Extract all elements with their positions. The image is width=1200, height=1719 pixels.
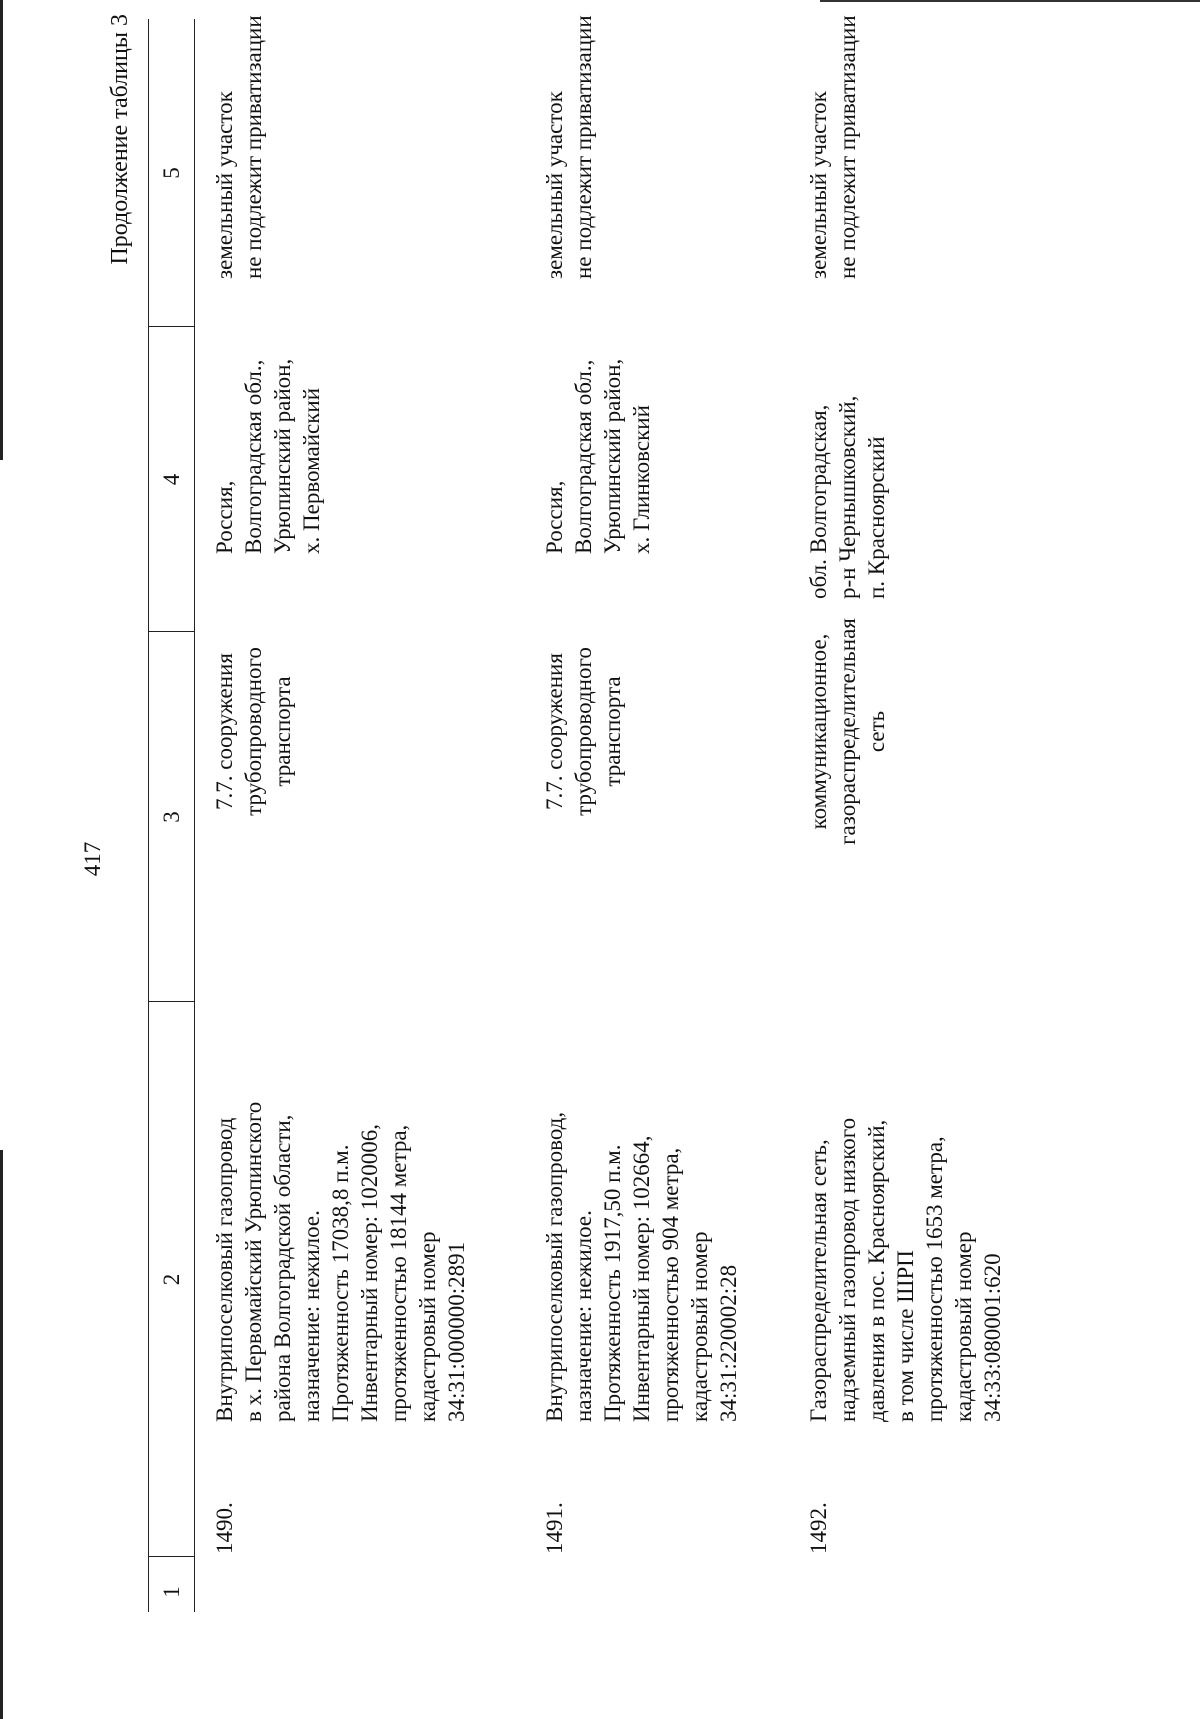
row-number: 1491. [542, 1502, 567, 1554]
header-col-4: 4 [159, 473, 184, 486]
row-address [540, 334, 656, 554]
header-col-3: 3 [159, 811, 184, 823]
description-line: протяженностью 1653 метра, [922, 1136, 947, 1422]
address-line: Россия, [542, 480, 567, 554]
address-line: Волгоградская обл., [571, 359, 596, 554]
row-note [804, 0, 862, 279]
header-col-2: 2 [159, 1273, 184, 1286]
note-line: земельный участок [212, 91, 237, 279]
row-note [210, 0, 268, 279]
page-number: 417 [80, 841, 105, 877]
description-line: кадастровый номер [687, 1231, 712, 1422]
description-line: Инвентарный номер: 102664, [629, 1135, 654, 1422]
row-address [210, 334, 326, 554]
description-line: протяженностью 904 метра, [658, 1147, 683, 1422]
description-line: Газораспределительная сеть, [806, 1139, 831, 1422]
row-type [210, 624, 297, 839]
row-description [540, 1087, 743, 1422]
row-description [210, 1087, 471, 1422]
address-line: п. Красноярский [864, 436, 889, 599]
description-line: кадастровый номер [415, 1231, 440, 1422]
row-note [540, 0, 598, 279]
description-line: 34:31:220002:28 [716, 1264, 741, 1422]
table-continuation-label: Продолжение таблицы 3 [107, 14, 133, 265]
address-line: х. Глинковский [629, 405, 654, 554]
description-line: района Волгоградской области, [270, 1114, 295, 1422]
description-line: 34:31:000000:2891 [444, 1241, 469, 1422]
description-line: 34:33:080001:620 [980, 1253, 1005, 1422]
description-line: Внутрипоселковый газопровод [212, 1117, 237, 1422]
note-line: земельный участок [542, 91, 567, 279]
type-line: сеть [864, 710, 889, 753]
note-line: не подлежит приватизации [241, 15, 266, 279]
address-line: Россия, [212, 480, 237, 554]
description-line: давления в пос. Красноярский, [864, 1119, 889, 1422]
address-line: х. Первомайский [299, 388, 324, 554]
note-line: земельный участок [806, 91, 831, 279]
note-line: не подлежит приватизации [571, 15, 596, 279]
type-line: трубопроводного [571, 647, 596, 816]
row-number: 1492. [806, 1502, 831, 1554]
address-line: Урюпинский район, [270, 358, 295, 554]
description-line: в х. Первомайский Урюпинского [241, 1101, 266, 1422]
row-type [804, 609, 891, 854]
type-line: транспорта [600, 676, 625, 787]
address-line: обл. Волгоградская, [806, 404, 831, 599]
row-description [804, 1087, 1007, 1422]
description-line: Внутрипоселковый газопровод, [542, 1111, 567, 1422]
type-line: коммуникационное, [806, 633, 831, 830]
type-line: транспорта [270, 676, 295, 787]
description-line: Протяженность 17038,8 п.м. [328, 1144, 353, 1422]
description-line: Инвентарный номер: 1020006, [357, 1123, 382, 1422]
type-line: газораспределительная [835, 618, 860, 845]
type-line: 7.7. сооружения [212, 653, 237, 810]
description-line: надземный газопровод низкого [835, 1117, 860, 1422]
type-line: трубопроводного [241, 647, 266, 816]
property-table [148, 19, 195, 1612]
description-line: протяженностью 18144 метра, [386, 1124, 411, 1422]
address-line: Урюпинский район, [600, 358, 625, 554]
row-address [804, 379, 891, 599]
row-number: 1490. [212, 1502, 237, 1554]
table-header [149, 19, 195, 1612]
address-line: р-н Чернышковский, [835, 395, 860, 599]
description-line: Протяженность 1917,50 п.м. [600, 1144, 625, 1422]
row-type [540, 624, 627, 839]
header-col-1: 1 [159, 1586, 184, 1598]
header-col-5: 5 [159, 167, 184, 179]
note-line: не подлежит приватизации [835, 15, 860, 279]
description-line: кадастровый номер [951, 1231, 976, 1422]
address-line: Волгоградская обл., [241, 359, 266, 554]
description-line: назначение: нежилое. [299, 1210, 324, 1422]
type-line: 7.7. сооружения [542, 653, 567, 810]
description-line: назначение: нежилое. [571, 1210, 596, 1422]
description-line: в том числе ШРП [893, 1250, 918, 1422]
